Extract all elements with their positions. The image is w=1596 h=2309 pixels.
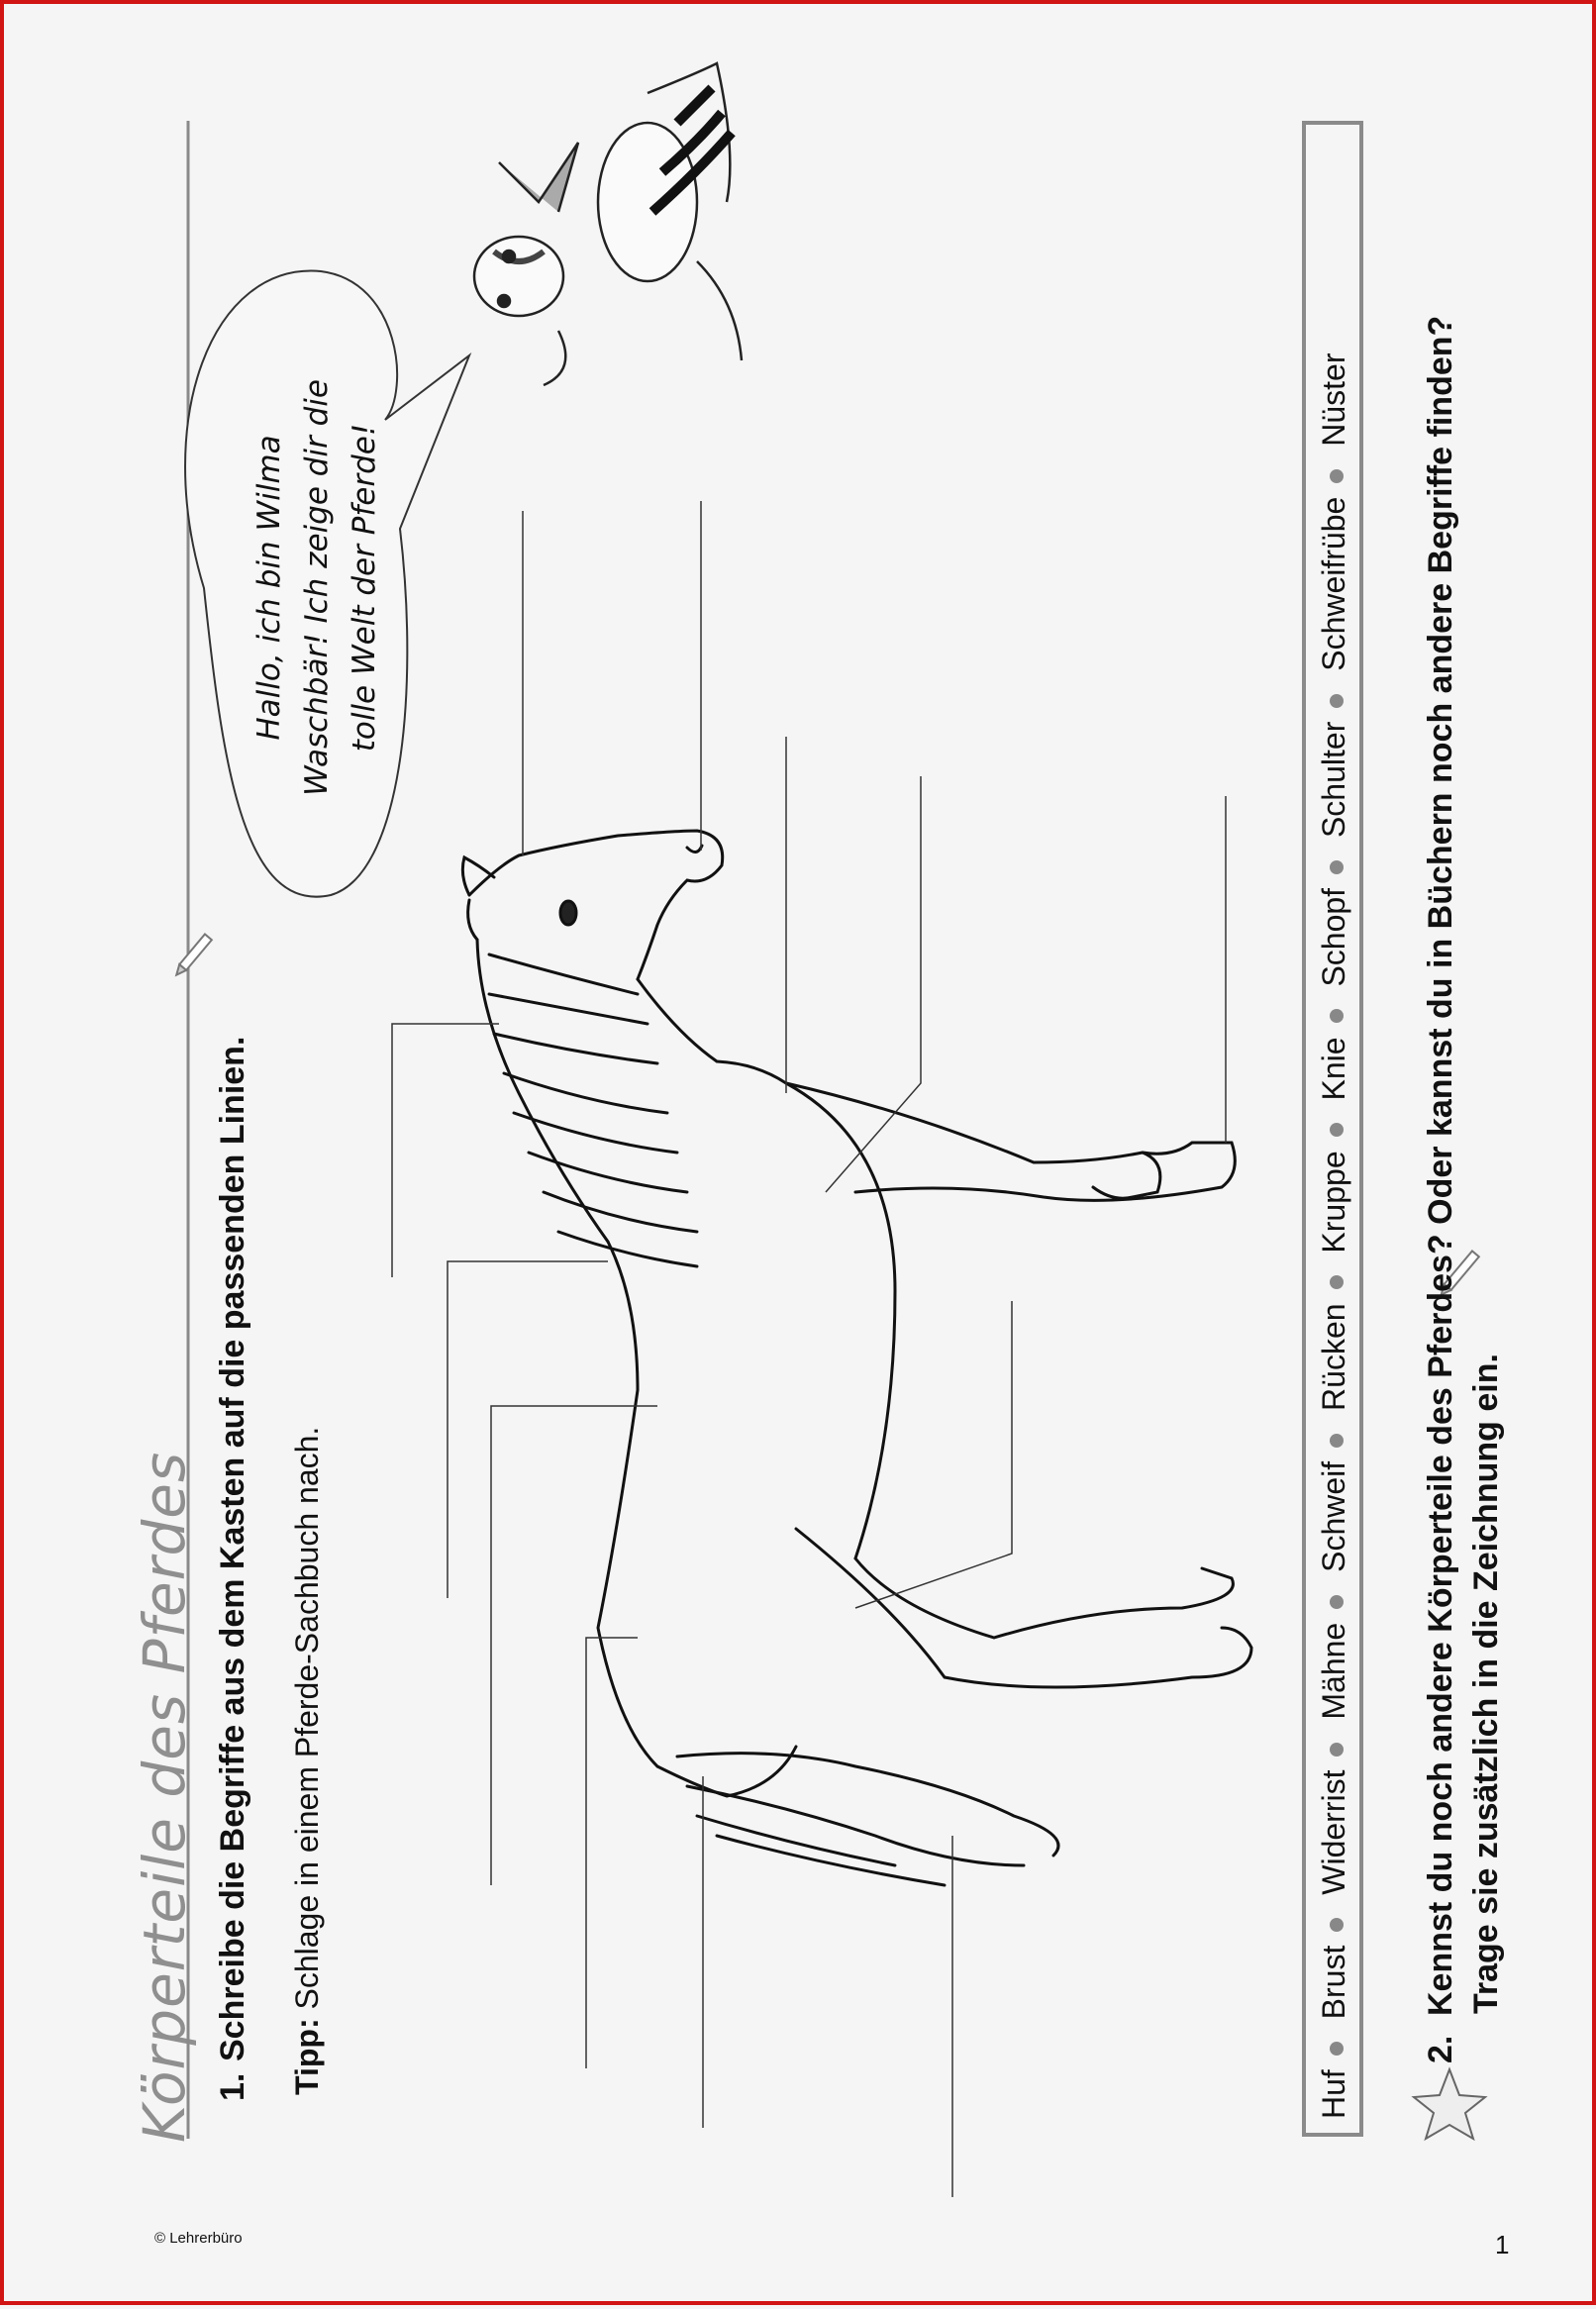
task-1: [214, 1037, 252, 2101]
word-schopf: Schopf: [1316, 887, 1351, 987]
task-2-number: 2.: [1422, 2035, 1459, 2063]
task-2-line-2: Trage sie zusätzlich in die Zeichnung ein.: [1467, 1354, 1505, 2014]
label-line-7: [448, 1261, 608, 1598]
speech-line-3: tolle Welt der Pferde!: [347, 423, 382, 753]
word-brust: Brust: [1316, 1945, 1351, 2020]
tip-label: Tipp:: [289, 2018, 325, 2095]
speech-line-2: Waschbär! Ich zeige dir die: [299, 379, 335, 796]
copyright: © Lehrerbüro: [154, 2230, 243, 2247]
label-line-11: [855, 1301, 1012, 1608]
word-nuester: Nüster: [1316, 352, 1351, 447]
word-schweifruebe: Schweifrübe: [1316, 496, 1351, 671]
word-ruecken: Rücken: [1316, 1303, 1351, 1411]
task-1-text: Schreibe die Begriffe aus dem Kasten auf die passenden Linien.: [214, 1036, 251, 2061]
star-icon: [1414, 2069, 1485, 2139]
word-schweif: Schweif: [1316, 1460, 1351, 1572]
page-number: 1: [1495, 2230, 1510, 2259]
word-list: [1316, 353, 1352, 2119]
label-line-8: [491, 1406, 657, 1885]
label-lines: [392, 501, 1226, 2197]
word-huf: Huf: [1316, 2069, 1351, 2119]
task-2-text-1: Kennst du noch andere Körperteile des Pferdes? Oder kannst du in Büchern noch andere Begriffe finden?: [1422, 315, 1459, 2016]
word-widerrist: Widerrist: [1316, 1769, 1351, 1895]
word-kruppe: Kruppe: [1316, 1151, 1351, 1254]
word-maehne: Mähne: [1316, 1622, 1351, 1720]
word-knie: Knie: [1316, 1037, 1351, 1101]
tip: [289, 1427, 326, 2095]
task-2-line-1: [1422, 316, 1460, 2063]
label-line-4: [826, 776, 921, 1192]
raccoon-illustration: [474, 63, 742, 385]
label-line-9: [586, 1638, 638, 2068]
tip-text: Schlage in einem Pferde-Sachbuch nach.: [289, 1426, 325, 2010]
horse-illustration: [462, 831, 1251, 1885]
word-schulter: Schulter: [1316, 721, 1351, 839]
page-title: Körperteile des Pferdes: [131, 1451, 198, 2143]
label-line-6: [392, 1024, 499, 1277]
pencil-icon: [173, 934, 212, 977]
task-1-number: 1.: [214, 2072, 251, 2101]
speech-bubble-text: [246, 379, 388, 796]
speech-line-1: Hallo, ich bin Wilma: [251, 435, 287, 741]
